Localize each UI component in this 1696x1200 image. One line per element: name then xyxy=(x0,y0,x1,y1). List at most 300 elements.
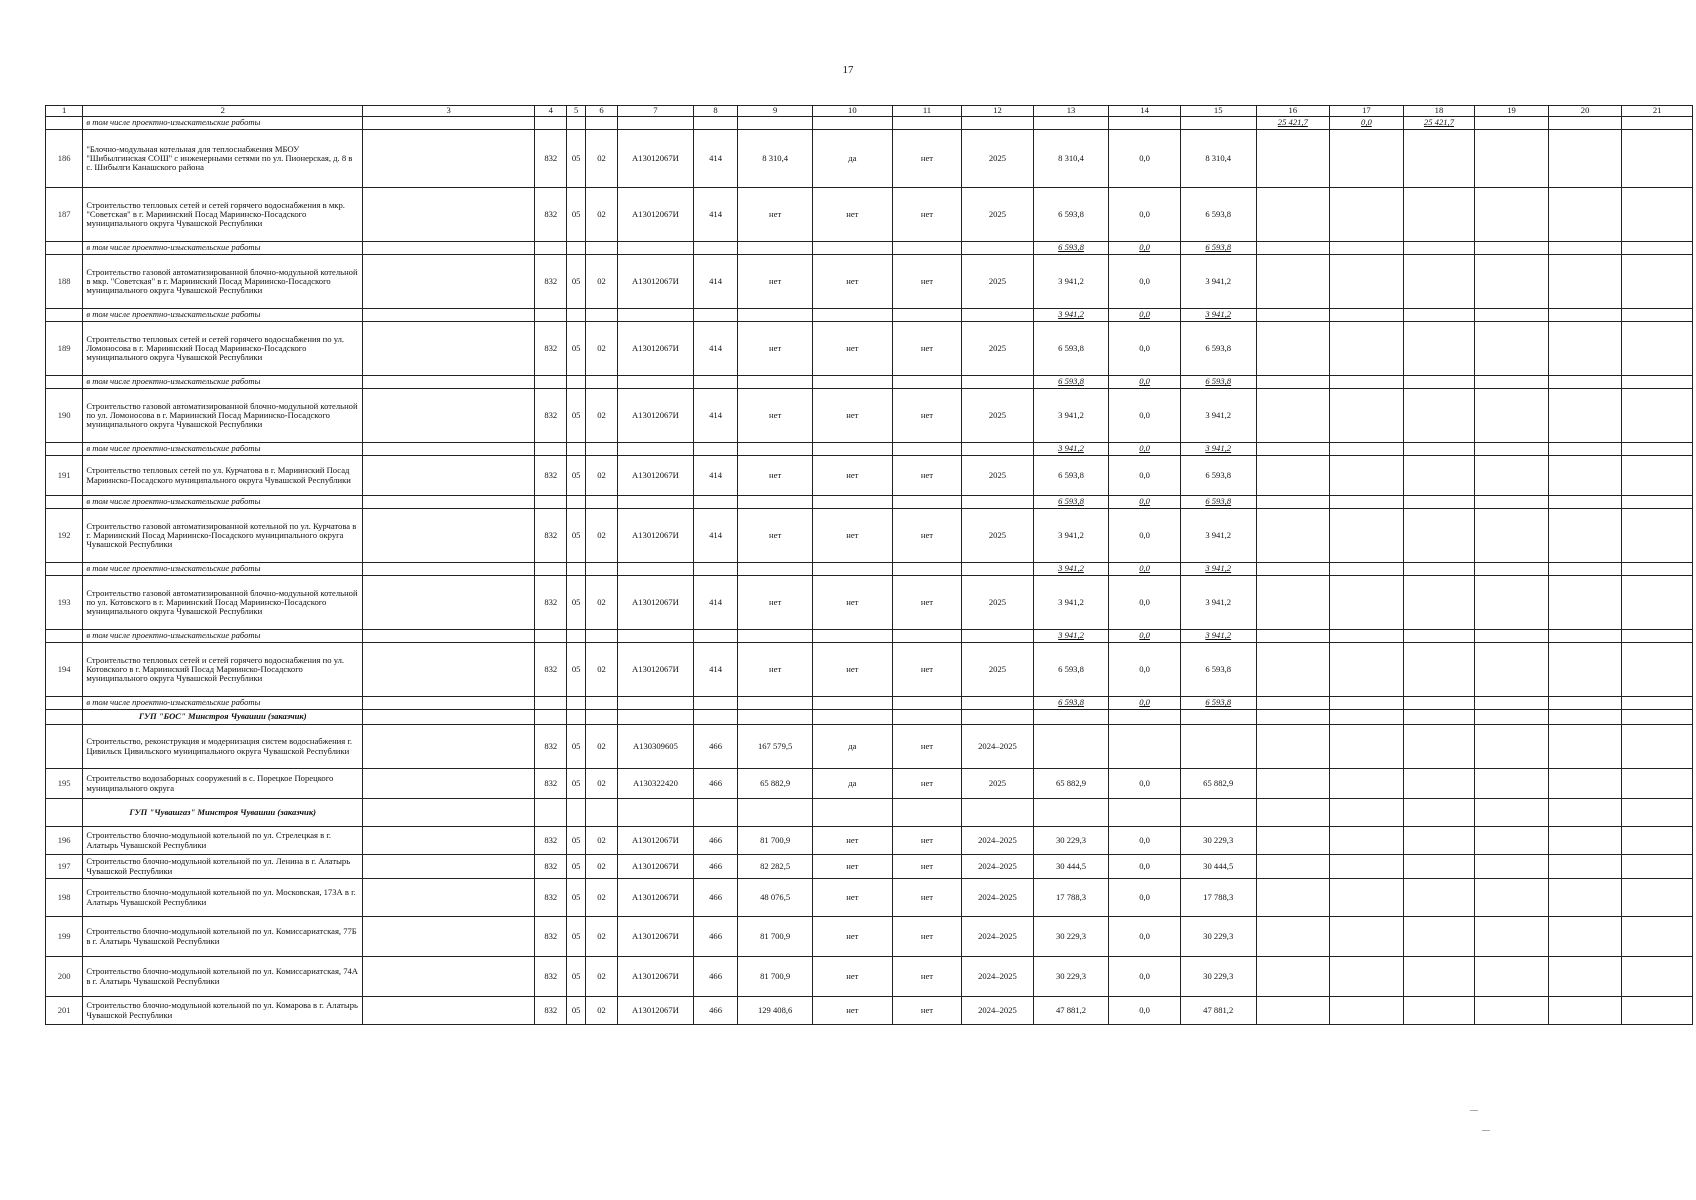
empty-cell xyxy=(1256,799,1330,827)
empty-cell xyxy=(1622,309,1693,322)
empty-cell xyxy=(535,697,567,710)
project-row xyxy=(46,725,1693,769)
project-name: Строительство тепловых сетей и сетей горячего водоснабжения по ул. Ломоносова в г. Мариинский Посад Мариинско-Посадского муниципального округа Чувашской Республики xyxy=(83,322,363,376)
empty-cell xyxy=(535,443,567,456)
row-number: 194 xyxy=(46,643,83,697)
empty-cell xyxy=(1403,242,1475,255)
permit-status: нет xyxy=(892,827,961,855)
empty-cell xyxy=(1256,456,1330,496)
expense-type-code: 466 xyxy=(693,827,738,855)
subtotal-label: в том числе проектно-изыскательские работы xyxy=(83,630,363,643)
empty-cell xyxy=(1622,255,1693,309)
row-number-cell xyxy=(46,710,83,725)
empty-cell xyxy=(962,563,1034,576)
expense-type-code: 466 xyxy=(693,769,738,799)
empty-cell xyxy=(1033,117,1109,130)
empty-cell xyxy=(1475,322,1549,376)
empty-cell xyxy=(567,117,586,130)
empty-cell xyxy=(1622,117,1693,130)
empty-cell xyxy=(1475,130,1549,188)
column-number: 21 xyxy=(1622,106,1693,117)
subtotal-value: 3 941,2 xyxy=(1033,630,1109,643)
page-number: 17 xyxy=(842,64,854,76)
expense-type-code: 414 xyxy=(693,188,738,242)
empty-cell xyxy=(363,456,535,496)
empty-cell xyxy=(892,697,961,710)
estimated-cost: нет xyxy=(738,456,813,496)
empty-cell xyxy=(892,376,961,389)
empty-cell xyxy=(812,710,892,725)
target-article-code: А13012067И xyxy=(618,855,694,879)
project-name: Строительство газовой автоматизированной блочно-модульной котельной в мкр. "Советская" в г. Мариинский Посад Мариинско-Посадского муниципального округа Чувашской Республики xyxy=(83,255,363,309)
ministry-code: 832 xyxy=(535,879,567,917)
empty-cell xyxy=(1330,563,1404,576)
ministry-code: 832 xyxy=(535,322,567,376)
subtotal-value: 6 593,8 xyxy=(1180,697,1256,710)
empty-cell xyxy=(693,799,738,827)
project-row xyxy=(46,855,1693,879)
row-number-cell xyxy=(46,799,83,827)
permit-status: нет xyxy=(892,130,961,188)
project-name: Строительство газовой автоматизированной котельной по ул. Курчатова в г. Мариинский Посад Мариинско-Посадского муниципального округа Чувашской Республики xyxy=(83,509,363,563)
subtotal-value: 25 421,7 xyxy=(1256,117,1330,130)
project-name: Строительство блочно-модульной котельной по ул. Комарова в г. Алатырь Чувашской Республики xyxy=(83,997,363,1025)
empty-cell xyxy=(738,376,813,389)
empty-cell xyxy=(1403,827,1475,855)
customer-row xyxy=(46,799,1693,827)
empty-cell xyxy=(1548,957,1622,997)
empty-cell xyxy=(1403,917,1475,957)
empty-cell xyxy=(1475,576,1549,630)
empty-cell xyxy=(567,697,586,710)
project-name: "Блочно-модульная котельная для теплоснабжения МБОУ "Шибылгинская СОШ" с инженерными сетями по ул. Пионерская, д. 8 в с. Шибылги Канашского района xyxy=(83,130,363,188)
empty-cell xyxy=(1622,725,1693,769)
empty-cell xyxy=(1403,725,1475,769)
estimated-cost: нет xyxy=(738,576,813,630)
empty-cell xyxy=(1256,697,1330,710)
subtotal-value: 6 593,8 xyxy=(1180,242,1256,255)
ministry-code: 832 xyxy=(535,576,567,630)
empty-cell xyxy=(1622,322,1693,376)
subtotal-value: 3 941,2 xyxy=(1180,630,1256,643)
empty-cell xyxy=(962,710,1034,725)
project-row xyxy=(46,879,1693,917)
funding-republic: 6 593,8 xyxy=(1180,188,1256,242)
expense-type-code: 414 xyxy=(693,456,738,496)
subtotal-value: 6 593,8 xyxy=(1033,496,1109,509)
implementation-years: 2024–2025 xyxy=(962,855,1034,879)
implementation-years: 2025 xyxy=(962,389,1034,443)
empty-cell xyxy=(1256,309,1330,322)
expense-type-code: 466 xyxy=(693,879,738,917)
empty-cell xyxy=(1330,710,1404,725)
estimated-cost: 8 310,4 xyxy=(738,130,813,188)
empty-cell xyxy=(363,376,535,389)
empty-cell xyxy=(738,443,813,456)
empty-cell xyxy=(892,309,961,322)
empty-cell xyxy=(1622,827,1693,855)
empty-cell xyxy=(1548,643,1622,697)
project-row xyxy=(46,917,1693,957)
target-article-code: А13012067И xyxy=(618,576,694,630)
empty-cell xyxy=(1475,725,1549,769)
empty-cell xyxy=(585,697,617,710)
implementation-years: 2025 xyxy=(962,769,1034,799)
expense-type-code: 414 xyxy=(693,509,738,563)
empty-cell xyxy=(585,799,617,827)
empty-cell xyxy=(1256,509,1330,563)
section-code: 05 xyxy=(567,997,586,1025)
subtotal-label: в том числе проектно-изыскательские работы xyxy=(83,496,363,509)
implementation-years: 2025 xyxy=(962,509,1034,563)
empty-cell xyxy=(585,496,617,509)
subtotal-row xyxy=(46,697,1693,710)
row-number: 191 xyxy=(46,456,83,496)
empty-cell xyxy=(535,563,567,576)
subsection-code: 02 xyxy=(585,255,617,309)
funding-federal: 0,0 xyxy=(1109,643,1181,697)
empty-cell xyxy=(1330,643,1404,697)
empty-cell xyxy=(1403,188,1475,242)
empty-cell xyxy=(1330,697,1404,710)
row-number: 198 xyxy=(46,879,83,917)
empty-cell xyxy=(1330,879,1404,917)
subtotal-label: в том числе проектно-изыскательские работы xyxy=(83,443,363,456)
empty-cell xyxy=(1622,697,1693,710)
ministry-code: 832 xyxy=(535,725,567,769)
row-number-cell xyxy=(46,496,83,509)
empty-cell xyxy=(363,997,535,1025)
empty-cell xyxy=(1548,563,1622,576)
column-number: 4 xyxy=(535,106,567,117)
empty-cell xyxy=(1403,563,1475,576)
empty-cell xyxy=(693,710,738,725)
subtotal-row xyxy=(46,242,1693,255)
row-number: 199 xyxy=(46,917,83,957)
funding-total: 30 444,5 xyxy=(1033,855,1109,879)
subtotal-value: 3 941,2 xyxy=(1180,563,1256,576)
empty-cell xyxy=(1109,710,1181,725)
empty-cell xyxy=(363,117,535,130)
subtotal-value: 6 593,8 xyxy=(1180,376,1256,389)
empty-cell xyxy=(363,957,535,997)
row-number-cell xyxy=(46,376,83,389)
target-article-code: А13012067И xyxy=(618,322,694,376)
funding-republic: 6 593,8 xyxy=(1180,322,1256,376)
estimated-cost: нет xyxy=(738,188,813,242)
expertise-status: да xyxy=(812,130,892,188)
target-article-code: А13012067И xyxy=(618,509,694,563)
expertise-status: нет xyxy=(812,827,892,855)
target-article-code: А13012067И xyxy=(618,643,694,697)
empty-cell xyxy=(812,376,892,389)
empty-cell xyxy=(1256,242,1330,255)
permit-status: нет xyxy=(892,188,961,242)
project-name: Строительство тепловых сетей и сетей горячего водоснабжения по ул. Котовского в г. Мариинский Посад Мариинско-Посадского муниципального округа Чувашской Республики xyxy=(83,643,363,697)
empty-cell xyxy=(892,496,961,509)
subtotal-value: 0,0 xyxy=(1330,117,1404,130)
empty-cell xyxy=(1256,376,1330,389)
project-row xyxy=(46,509,1693,563)
empty-cell xyxy=(1403,769,1475,799)
empty-cell xyxy=(363,509,535,563)
empty-cell xyxy=(1475,563,1549,576)
funding-total: 3 941,2 xyxy=(1033,389,1109,443)
expertise-status: нет xyxy=(812,188,892,242)
empty-cell xyxy=(585,242,617,255)
funding-republic: 47 881,2 xyxy=(1180,997,1256,1025)
empty-cell xyxy=(962,309,1034,322)
section-code: 05 xyxy=(567,456,586,496)
column-number: 16 xyxy=(1256,106,1330,117)
permit-status: нет xyxy=(892,576,961,630)
empty-cell xyxy=(1330,389,1404,443)
empty-cell xyxy=(1403,255,1475,309)
subsection-code: 02 xyxy=(585,769,617,799)
empty-cell xyxy=(1256,443,1330,456)
funding-total: 30 229,3 xyxy=(1033,957,1109,997)
empty-cell xyxy=(535,376,567,389)
empty-cell xyxy=(1622,443,1693,456)
column-number: 19 xyxy=(1475,106,1549,117)
empty-cell xyxy=(567,563,586,576)
empty-cell xyxy=(1622,769,1693,799)
empty-cell xyxy=(1403,697,1475,710)
empty-cell xyxy=(1403,130,1475,188)
empty-cell xyxy=(1403,496,1475,509)
implementation-years: 2025 xyxy=(962,255,1034,309)
target-article-code: А13012067И xyxy=(618,917,694,957)
subtotal-value: 0,0 xyxy=(1109,630,1181,643)
column-number: 3 xyxy=(363,106,535,117)
empty-cell xyxy=(812,242,892,255)
expense-type-code: 414 xyxy=(693,643,738,697)
subtotal-value: 6 593,8 xyxy=(1180,496,1256,509)
row-number-cell xyxy=(46,697,83,710)
empty-cell xyxy=(892,242,961,255)
expertise-status: нет xyxy=(812,322,892,376)
empty-cell xyxy=(585,309,617,322)
target-article-code: А13012067И xyxy=(618,997,694,1025)
subtotal-label: в том числе проектно-изыскательские работы xyxy=(83,242,363,255)
empty-cell xyxy=(1622,957,1693,997)
implementation-years: 2024–2025 xyxy=(962,997,1034,1025)
empty-cell xyxy=(1256,769,1330,799)
subsection-code: 02 xyxy=(585,188,617,242)
subtotal-value: 0,0 xyxy=(1109,697,1181,710)
empty-cell xyxy=(962,376,1034,389)
column-number: 13 xyxy=(1033,106,1109,117)
row-number: 186 xyxy=(46,130,83,188)
section-code: 05 xyxy=(567,389,586,443)
empty-cell xyxy=(1548,242,1622,255)
implementation-years: 2025 xyxy=(962,643,1034,697)
empty-cell xyxy=(1622,855,1693,879)
empty-cell xyxy=(812,117,892,130)
empty-cell xyxy=(1256,576,1330,630)
section-code: 05 xyxy=(567,576,586,630)
empty-cell xyxy=(1403,710,1475,725)
empty-cell xyxy=(1622,576,1693,630)
ministry-code: 832 xyxy=(535,917,567,957)
empty-cell xyxy=(535,630,567,643)
ministry-code: 832 xyxy=(535,827,567,855)
row-number: 197 xyxy=(46,855,83,879)
expense-type-code: 414 xyxy=(693,389,738,443)
empty-cell xyxy=(693,117,738,130)
funding-republic: 3 941,2 xyxy=(1180,509,1256,563)
funding-federal: 0,0 xyxy=(1109,917,1181,957)
empty-cell xyxy=(738,496,813,509)
empty-cell xyxy=(1403,376,1475,389)
empty-cell xyxy=(1403,997,1475,1025)
empty-cell xyxy=(1256,255,1330,309)
empty-cell xyxy=(812,630,892,643)
empty-cell xyxy=(618,630,694,643)
empty-cell xyxy=(812,496,892,509)
expense-type-code: 466 xyxy=(693,725,738,769)
customer-name: ГУП "Чувашгаз" Минстроя Чувашии (заказчик) xyxy=(83,799,363,827)
subtotal-row xyxy=(46,443,1693,456)
expense-type-code: 466 xyxy=(693,957,738,997)
empty-cell xyxy=(1330,509,1404,563)
empty-cell xyxy=(962,697,1034,710)
funding-total: 17 788,3 xyxy=(1033,879,1109,917)
implementation-years: 2025 xyxy=(962,322,1034,376)
column-number: 8 xyxy=(693,106,738,117)
empty-cell xyxy=(1475,117,1549,130)
row-number: 190 xyxy=(46,389,83,443)
implementation-years: 2024–2025 xyxy=(962,827,1034,855)
empty-cell xyxy=(363,827,535,855)
section-code: 05 xyxy=(567,725,586,769)
empty-cell xyxy=(1033,799,1109,827)
empty-cell xyxy=(1622,997,1693,1025)
funding-federal: 0,0 xyxy=(1109,576,1181,630)
expertise-status: нет xyxy=(812,997,892,1025)
subsection-code: 02 xyxy=(585,917,617,957)
empty-cell xyxy=(892,563,961,576)
ministry-code: 832 xyxy=(535,957,567,997)
empty-cell xyxy=(363,443,535,456)
empty-cell xyxy=(1622,242,1693,255)
permit-status: нет xyxy=(892,389,961,443)
expertise-status: нет xyxy=(812,917,892,957)
funding-federal: 0,0 xyxy=(1109,456,1181,496)
funding-republic: 6 593,8 xyxy=(1180,456,1256,496)
empty-cell xyxy=(1403,509,1475,563)
subtotal-label: в том числе проектно-изыскательские работы xyxy=(83,117,363,130)
empty-cell xyxy=(1548,389,1622,443)
empty-cell xyxy=(1256,322,1330,376)
empty-cell xyxy=(363,255,535,309)
subsection-code: 02 xyxy=(585,957,617,997)
column-number: 6 xyxy=(585,106,617,117)
empty-cell xyxy=(535,710,567,725)
expense-type-code: 414 xyxy=(693,322,738,376)
empty-cell xyxy=(1330,255,1404,309)
empty-cell xyxy=(1403,309,1475,322)
empty-cell xyxy=(1475,710,1549,725)
project-row xyxy=(46,827,1693,855)
column-number: 17 xyxy=(1330,106,1404,117)
empty-cell xyxy=(1330,496,1404,509)
empty-cell xyxy=(363,769,535,799)
ministry-code: 832 xyxy=(535,997,567,1025)
permit-status: нет xyxy=(892,769,961,799)
empty-cell xyxy=(535,799,567,827)
empty-cell xyxy=(1548,855,1622,879)
column-number: 1 xyxy=(46,106,83,117)
row-number: 201 xyxy=(46,997,83,1025)
funding-republic: 3 941,2 xyxy=(1180,576,1256,630)
implementation-years: 2025 xyxy=(962,188,1034,242)
empty-cell xyxy=(363,563,535,576)
customer-row xyxy=(46,710,1693,725)
subtotal-value: 0,0 xyxy=(1109,443,1181,456)
subsection-code: 02 xyxy=(585,997,617,1025)
empty-cell xyxy=(1475,496,1549,509)
empty-cell xyxy=(1622,799,1693,827)
empty-cell xyxy=(1475,827,1549,855)
subsection-code: 02 xyxy=(585,456,617,496)
empty-cell xyxy=(1330,576,1404,630)
empty-cell xyxy=(1622,130,1693,188)
subsection-code: 02 xyxy=(585,576,617,630)
subtotal-value: 0,0 xyxy=(1109,496,1181,509)
empty-cell xyxy=(618,376,694,389)
funding-republic: 17 788,3 xyxy=(1180,879,1256,917)
ministry-code: 832 xyxy=(535,456,567,496)
row-number: 196 xyxy=(46,827,83,855)
expense-type-code: 466 xyxy=(693,997,738,1025)
empty-cell xyxy=(1330,799,1404,827)
empty-cell xyxy=(1330,725,1404,769)
row-number: 200 xyxy=(46,957,83,997)
subtotal-label: в том числе проектно-изыскательские работы xyxy=(83,376,363,389)
subsection-code: 02 xyxy=(585,509,617,563)
funding-republic: 30 229,3 xyxy=(1180,917,1256,957)
empty-cell xyxy=(1622,563,1693,576)
scan-mark xyxy=(1482,1130,1490,1131)
section-code: 05 xyxy=(567,879,586,917)
empty-cell xyxy=(1256,643,1330,697)
implementation-years: 2025 xyxy=(962,576,1034,630)
funding-total: 6 593,8 xyxy=(1033,456,1109,496)
project-row xyxy=(46,188,1693,242)
empty-cell xyxy=(693,496,738,509)
empty-cell xyxy=(1403,322,1475,376)
empty-cell xyxy=(1548,997,1622,1025)
empty-cell xyxy=(1475,443,1549,456)
empty-cell xyxy=(693,309,738,322)
empty-cell xyxy=(363,643,535,697)
implementation-years: 2025 xyxy=(962,456,1034,496)
project-row xyxy=(46,130,1693,188)
funding-total: 6 593,8 xyxy=(1033,188,1109,242)
target-article-code: А13012067И xyxy=(618,957,694,997)
empty-cell xyxy=(1475,643,1549,697)
funding-federal: 0,0 xyxy=(1109,130,1181,188)
funding-federal: 0,0 xyxy=(1109,188,1181,242)
empty-cell xyxy=(1403,576,1475,630)
empty-cell xyxy=(962,443,1034,456)
empty-cell xyxy=(1475,997,1549,1025)
column-number: 15 xyxy=(1180,106,1256,117)
subtotal-value: 3 941,2 xyxy=(1033,563,1109,576)
empty-cell xyxy=(1622,630,1693,643)
row-number: 192 xyxy=(46,509,83,563)
